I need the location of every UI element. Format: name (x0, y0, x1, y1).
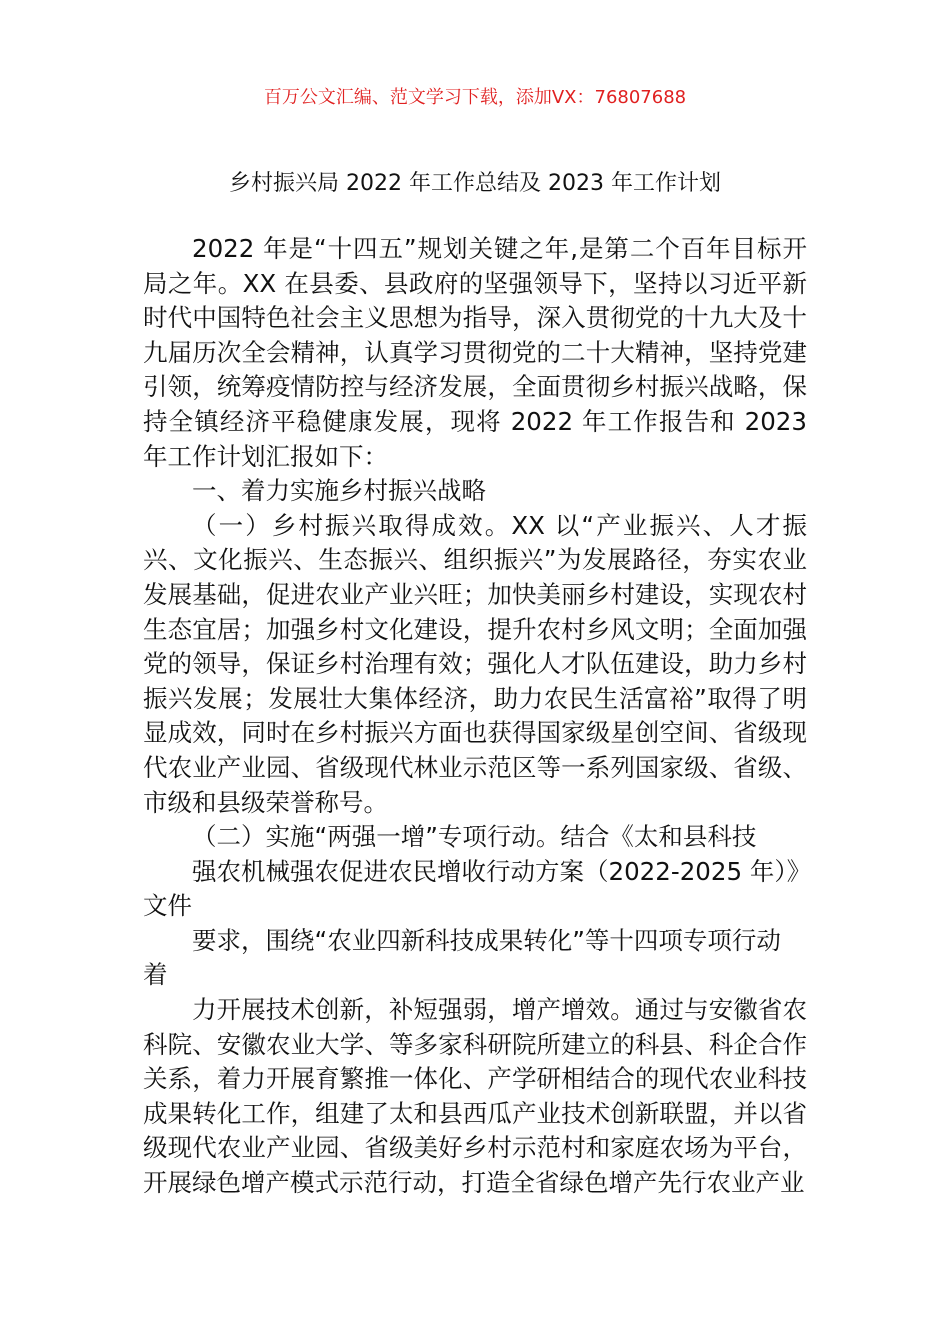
subsection-2-body: 力开展技术创新，补短强弱，增产增效。通过与安徽省农科院、安徽农业大学、等多家科研院所建立的科县、科企合作关系，着力开展育繁推一体化、产学研相结合的现代农业科技成果转化工作，组建了太和县西瓜产业技术创新联盟，并以省级现代农业产业园、省级美好乡村示范村和家庭农场为平台，开展绿色增产模式示范行动，打造全省绿色增产先行农业产业 (143, 995, 807, 1198)
intro-paragraph: 2022 年是“十四五”规划关键之年,是第二个百年目标开局之年。XX 在县委、县政府的坚强领导下，坚持以习近平新时代中国特色社会主义思想为指导，深入贯彻党的十九大及十九届历次全会精神，认真学习贯彻党的二十大精神，坚持党建引领，统筹疫情防控与经济发展，全面贯彻乡村振兴战略，保持全镇经济平稳健康发展，现将 2022 年工作报告和 2023 年工作计划汇报如下： (143, 234, 807, 471)
document-body (143, 232, 812, 1201)
subsection-2-line-2: 强农机械强农促进农民增收行动方案（2022-2025 年）》 (192, 856, 812, 886)
subsection-1-paragraph: （一）乡村振兴取得成效。XX 以“产业振兴、人才振兴、文化振兴、生态振兴、组织振兴”为发展路径，夯实农业发展基础，促进农业产业兴旺；加快美丽乡村建设，实现农村生态宜居；加强乡村文化建设，提升农村乡风文明；全面加强党的领导，保证乡村治理有效；强化人才队伍建设，助力乡村振兴发展；发展壮大集体经济，助力农民生活富裕”取得了明显成效，同时在乡村振兴方面也获得国家级星创空间、省级现代农业产业园、省级现代林业示范区等一系列国家级、省级、市级和县级荣誉称号。 (143, 510, 807, 817)
subsection-2-line-4: 要求，围绕“农业四新科技成果转化”等十四项专项行动 (192, 925, 781, 955)
watermark-banner: 百万公文汇编、范文学习下载，添加VX：76807688 (263, 87, 687, 108)
document-title: 乡村振兴局 2022 年工作总结及 2023 年工作计划 (229, 171, 721, 196)
subsection-2-line-3: 文件 (143, 891, 192, 921)
subsection-2-line-5: 着 (143, 960, 168, 990)
subsection-2-heading-line: （二）实施“两强一增”专项行动。结合《太和县科技 (192, 822, 757, 852)
section-heading-1: 一、着力实施乡村振兴战略 (192, 476, 486, 506)
